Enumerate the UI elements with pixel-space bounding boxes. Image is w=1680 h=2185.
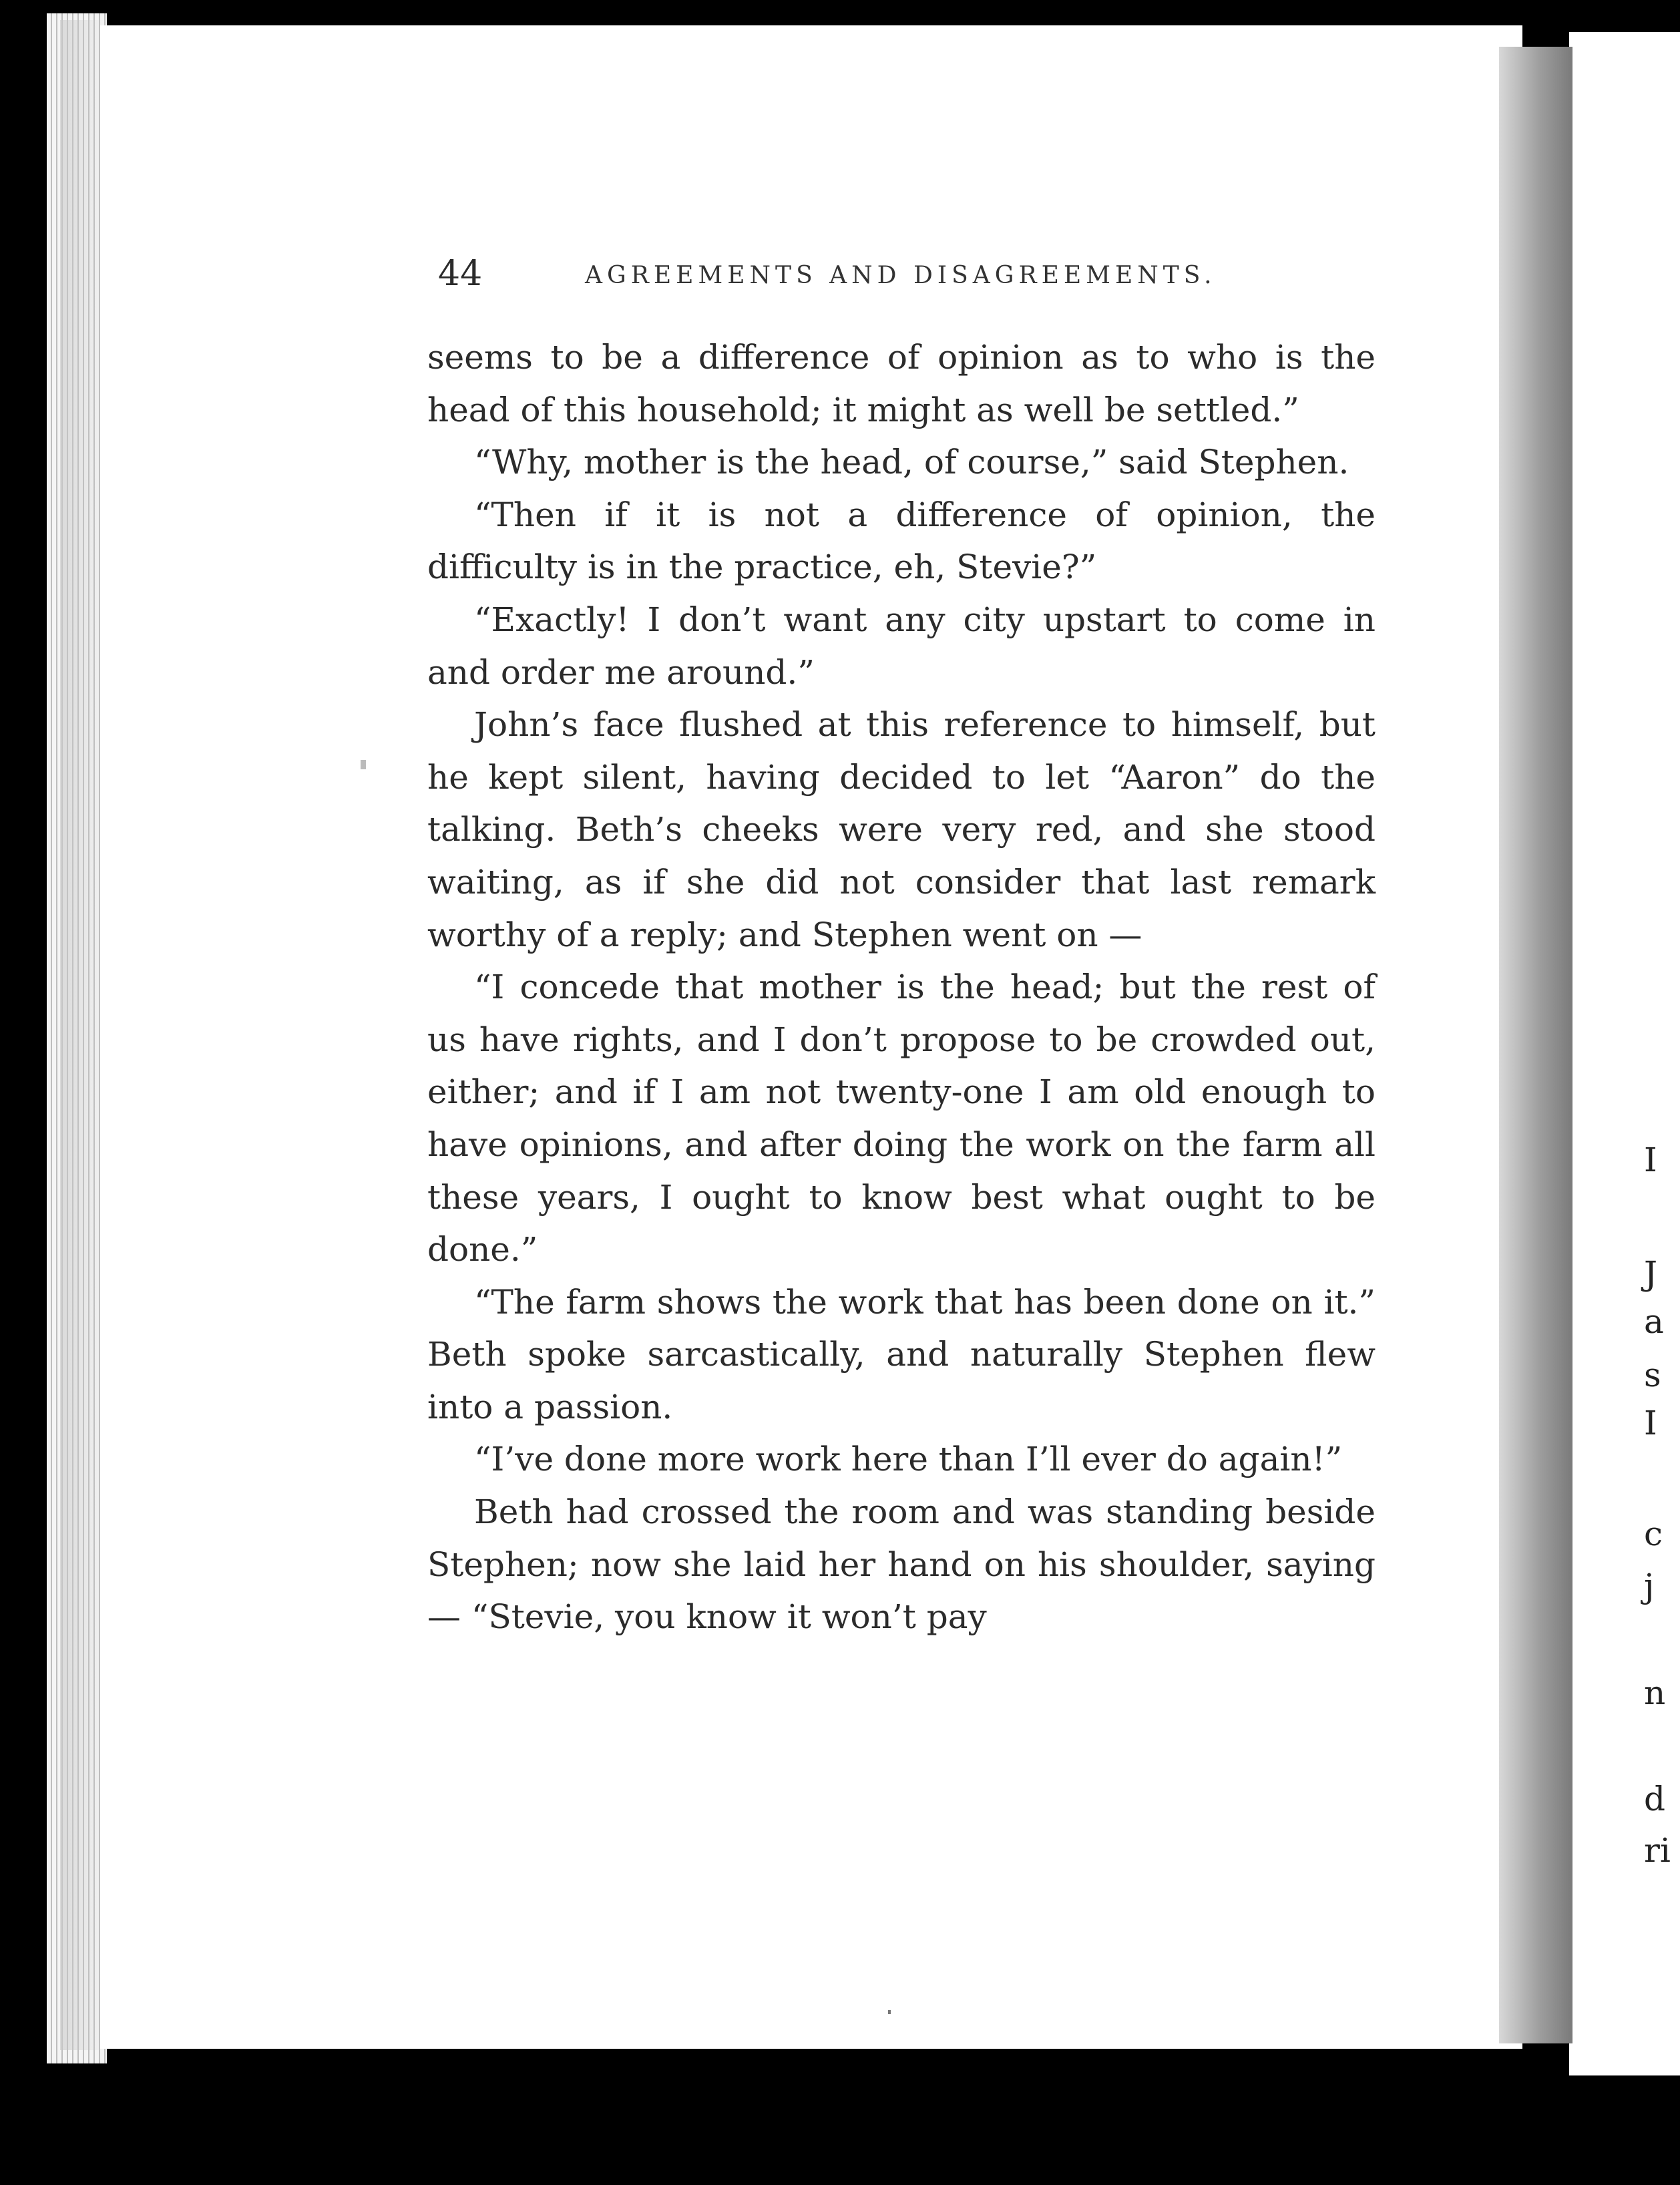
next-page-glyph: s <box>1644 1356 1661 1394</box>
paragraph: “The farm shows the work that has been done on it.” Beth spoke sarcastically, and naturally Stephen flew into a passion. <box>427 1282 1376 1426</box>
scan-speck <box>888 2010 891 2014</box>
next-page-glyph: ri <box>1644 1831 1671 1870</box>
paragraph: “I concede that mother is the head; but the rest of us have rights, and I don’t propose to be crowded out, either; and if I am not twenty-one I am old enough to have opinions, and after doing the work on the farm all these years, I ought to know best what ought to be done.” <box>427 968 1376 1269</box>
page-gutter <box>1499 47 1572 2043</box>
next-page-glyph: d <box>1644 1780 1666 1818</box>
body-text <box>427 331 1376 1643</box>
paragraph: Beth had crossed the room and was standing beside Stephen; now she laid her hand on his shoulder, saying — “Stevie, you know it won’t pay <box>427 1493 1376 1637</box>
paragraph: “Why, mother is the head, of course,” said Stephen. <box>474 443 1349 482</box>
next-page-glyph: J <box>1644 1254 1658 1293</box>
next-page-glyph: I <box>1644 1404 1657 1442</box>
next-page-glyph: n <box>1644 1673 1666 1712</box>
next-page-glyph: a <box>1644 1302 1664 1341</box>
scan-speck <box>361 760 366 769</box>
next-page-glyph: I <box>1644 1141 1657 1179</box>
paragraph: seems to be a difference of opinion as to who is the head of this household; it might as well be settled.” <box>427 338 1376 429</box>
page-number: 44 <box>438 254 483 294</box>
running-head: AGREEMENTS AND DISAGREEMENTS. <box>585 262 1217 289</box>
next-page-glyph: c <box>1644 1515 1663 1553</box>
next-page-sliver <box>1569 32 1680 2075</box>
paragraph: John’s face flushed at this reference to himself, but he kept silent, having decided to let “Aaron” do the talking. Beth’s cheeks were very red, and she stood waiting, as if she did not consider that last remark worthy of a reply; and Stephen went on — <box>427 705 1376 954</box>
paragraph: “I’ve done more work here than I’ll ever do again!” <box>474 1440 1343 1479</box>
next-page-glyph: j <box>1644 1567 1655 1605</box>
paragraph: “Then if it is not a difference of opinion, the difficulty is in the practice, eh, Stevie?” <box>427 495 1376 587</box>
paragraph: “Exactly! I don’t want any city upstart to come in and order me around.” <box>427 600 1376 692</box>
